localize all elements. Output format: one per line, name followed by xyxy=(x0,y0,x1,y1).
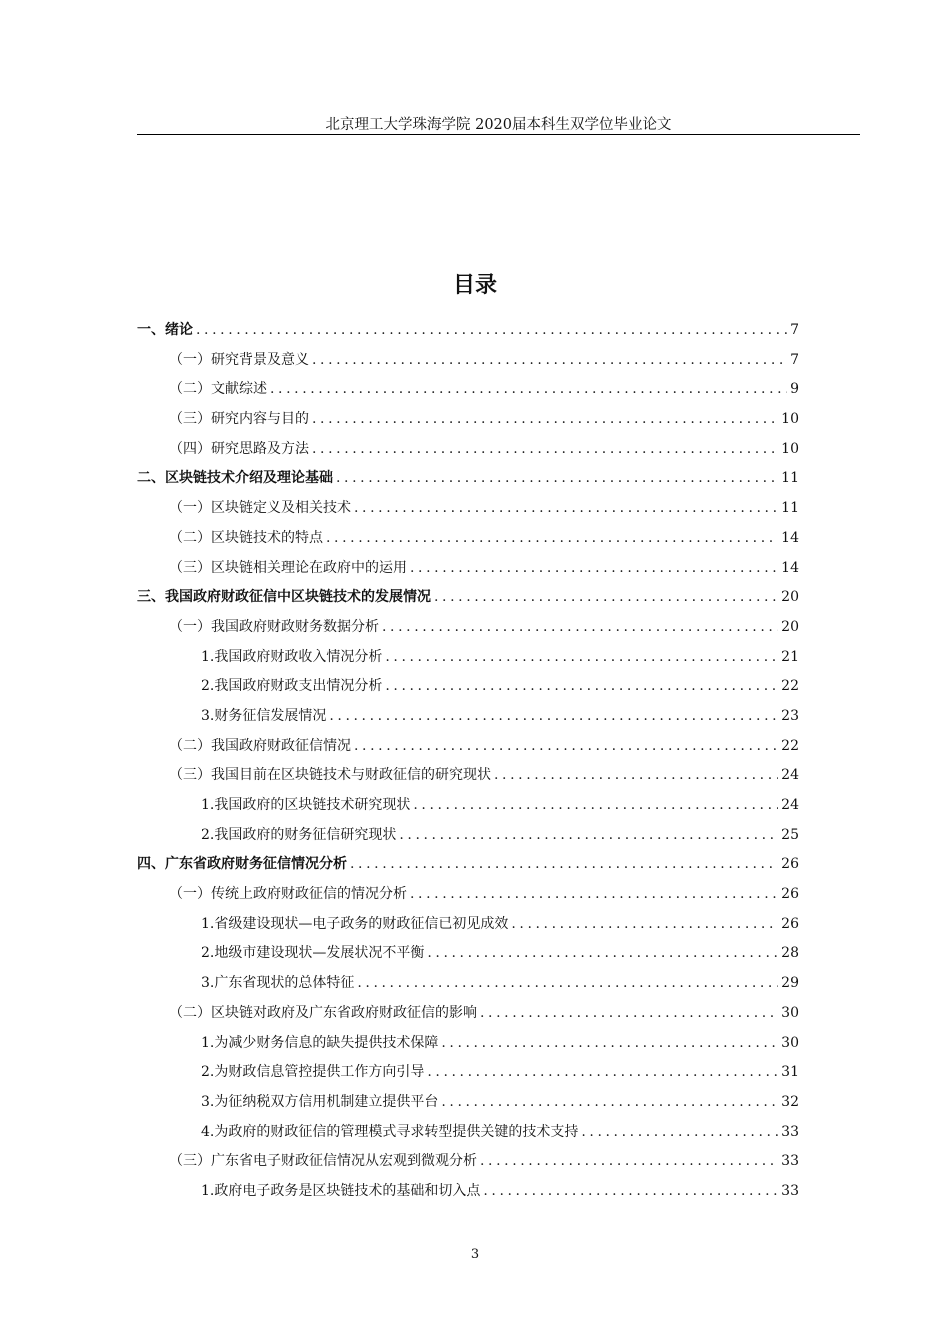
toc-entry-label: （一）研究背景及意义 xyxy=(169,351,309,368)
toc-entry-label: （四）研究思路及方法 xyxy=(169,440,309,457)
toc-dot-leader xyxy=(357,969,778,999)
toc-entry-page: 20 xyxy=(781,618,799,635)
toc-entry-page: 30 xyxy=(781,1004,799,1021)
toc-entry-page: 24 xyxy=(781,797,799,813)
toc-entry[interactable] xyxy=(137,821,799,851)
toc-dot-leader xyxy=(480,1147,778,1177)
toc-entry-label: （二）我国政府财政征信情况 xyxy=(169,737,351,754)
toc-entry-page: 21 xyxy=(781,648,799,665)
toc-entry[interactable] xyxy=(137,791,799,821)
toc-entry-label: （二）文献综述 xyxy=(169,381,267,398)
toc-entry-label: 2.为财政信息管控提供工作方向引导 xyxy=(201,1064,425,1081)
toc-entry-page: 26 xyxy=(781,915,799,932)
toc-entry-page: 10 xyxy=(781,440,799,457)
toc-dot-leader xyxy=(354,732,778,762)
toc-entry-page: 10 xyxy=(781,411,799,428)
toc-entry-label: 一、绪论 xyxy=(137,322,193,338)
toc-entry-label: 4.为政府的财政征信的管理模式寻求转型提供关键的技术支持 xyxy=(201,1123,579,1140)
toc-dot-leader xyxy=(441,1088,778,1118)
toc-entry-label: （三）区块链相关理论在政府中的运用 xyxy=(169,559,407,576)
toc-entry[interactable] xyxy=(137,910,799,940)
toc-entry-page: 22 xyxy=(781,737,799,754)
toc-entry[interactable] xyxy=(137,1088,799,1118)
toc-dot-leader xyxy=(410,554,778,584)
toc-dot-leader xyxy=(581,1118,778,1148)
toc-entry-label: 三、我国政府财政征信中区块链技术的发展情况 xyxy=(137,589,431,606)
toc-entry-page: 9 xyxy=(790,381,799,398)
toc-entry-page: 28 xyxy=(781,945,799,962)
toc-entry-page: 14 xyxy=(781,529,799,546)
toc-entry-page: 25 xyxy=(781,826,799,843)
toc-entry[interactable] xyxy=(137,1058,799,1088)
toc-entry[interactable] xyxy=(137,969,799,999)
toc-entry[interactable] xyxy=(137,554,799,584)
toc-dot-leader xyxy=(427,1058,778,1088)
toc-entry[interactable] xyxy=(137,346,799,376)
toc-dot-leader xyxy=(350,850,778,880)
toc-dot-leader xyxy=(511,910,778,940)
toc-entry-page: 29 xyxy=(781,975,799,992)
toc-entry-label: （一）传统上政府财政征信的情况分析 xyxy=(169,886,407,903)
toc-entry[interactable] xyxy=(137,939,799,969)
toc-entry[interactable] xyxy=(137,583,799,613)
toc-entry-label: （三）我国目前在区块链技术与财政征信的研究现状 xyxy=(169,767,491,784)
page-number: 3 xyxy=(470,1247,480,1262)
toc-entry-label: 1.为减少财务信息的缺失提供技术保障 xyxy=(201,1034,439,1051)
toc-entry[interactable] xyxy=(137,850,799,880)
toc-entry-page: 33 xyxy=(781,1123,799,1140)
toc-dot-leader xyxy=(480,999,778,1029)
toc-entry-label: （二）区块链技术的特点 xyxy=(169,529,323,546)
toc-entry-page: 24 xyxy=(781,767,799,784)
toc-entry[interactable] xyxy=(137,524,799,554)
toc-entry-page: 26 xyxy=(781,886,799,903)
toc-entry[interactable] xyxy=(137,316,799,346)
toc-entry[interactable] xyxy=(137,1147,799,1177)
toc-entry-label: 二、区块链技术介绍及理论基础 xyxy=(137,470,333,487)
toc-entry[interactable] xyxy=(137,880,799,910)
toc-entry[interactable] xyxy=(137,761,799,791)
toc-dot-leader xyxy=(312,435,778,465)
toc-dot-leader xyxy=(382,613,778,643)
toc-entry-label: 1.我国政府财政收入情况分析 xyxy=(201,648,383,665)
toc-entry-page: 30 xyxy=(781,1034,799,1051)
toc-dot-leader xyxy=(385,643,778,673)
toc-entry-page: 31 xyxy=(781,1064,799,1081)
toc-dot-leader xyxy=(494,761,778,791)
toc-entry-label: 2.我国政府的财务征信研究现状 xyxy=(201,826,397,843)
toc-entry[interactable] xyxy=(137,464,799,494)
toc-dot-leader xyxy=(326,524,778,554)
toc-entry[interactable] xyxy=(137,375,799,405)
toc-entry-page: 20 xyxy=(781,589,799,606)
toc-entry[interactable] xyxy=(137,732,799,762)
toc-entry-page: 22 xyxy=(781,678,799,695)
toc-entry-page: 11 xyxy=(781,500,799,517)
toc-entry[interactable] xyxy=(137,702,799,732)
toc-entry-label: （一）我国政府财政财务数据分析 xyxy=(169,618,379,635)
toc-entry-label: 3.为征纳税双方信用机制建立提供平台 xyxy=(201,1093,439,1110)
toc-entry-page: 26 xyxy=(781,856,799,873)
toc-entry-label: （三）广东省电子财政征信情况从宏观到微观分析 xyxy=(169,1153,477,1170)
toc-dot-leader xyxy=(427,939,778,969)
toc-entry[interactable] xyxy=(137,1118,799,1148)
toc-entry-page: 32 xyxy=(781,1093,799,1110)
toc-entry-page: 23 xyxy=(781,707,799,724)
toc-dot-leader xyxy=(312,346,787,376)
toc-dot-leader xyxy=(312,405,778,435)
toc-entry-label: 3.广东省现状的总体特征 xyxy=(201,975,355,992)
toc-entry-label: （二）区块链对政府及广东省政府财政征信的影响 xyxy=(169,1004,477,1021)
toc-entry[interactable] xyxy=(137,672,799,702)
toc-entry-label: 2.地级市建设现状—发展状况不平衡 xyxy=(201,945,425,962)
toc-dot-leader xyxy=(483,1177,778,1207)
toc-entry[interactable] xyxy=(137,494,799,524)
toc-entry-page: 11 xyxy=(781,470,799,487)
toc-dot-leader xyxy=(329,702,778,732)
toc-entry[interactable] xyxy=(137,1029,799,1059)
toc-entry-page: 33 xyxy=(781,1182,799,1199)
toc-entry-label: （一）区块链定义及相关技术 xyxy=(169,500,351,517)
running-header: 北京理工大学珠海学院 2020届本科生双学位毕业论文 xyxy=(137,116,860,135)
toc-dot-leader xyxy=(270,375,787,405)
toc-dot-leader xyxy=(413,791,778,821)
toc-title: 目录 xyxy=(452,273,497,298)
toc-dot-leader xyxy=(354,494,778,524)
toc-entry-page: 33 xyxy=(781,1153,799,1170)
toc-entry-label: 四、广东省政府财务征信情况分析 xyxy=(137,856,347,873)
toc-entry-page: 14 xyxy=(781,559,799,576)
toc-entry-page: 7 xyxy=(790,351,799,368)
toc-entry-label: 1.政府电子政务是区块链技术的基础和切入点 xyxy=(201,1182,481,1199)
toc-entry[interactable] xyxy=(137,1177,799,1207)
toc-entry-label: 2.我国政府财政支出情况分析 xyxy=(201,678,383,695)
toc-entry-label: 1.我国政府的区块链技术研究现状 xyxy=(201,797,411,813)
toc-dot-leader xyxy=(196,316,787,346)
toc-entry-label: （三）研究内容与目的 xyxy=(169,411,309,428)
toc-entry[interactable] xyxy=(137,643,799,673)
toc-dot-leader xyxy=(385,672,778,702)
toc-entry[interactable] xyxy=(137,405,799,435)
toc-dot-leader xyxy=(410,880,778,910)
toc-dot-leader xyxy=(336,464,778,494)
toc-dot-leader xyxy=(434,583,778,613)
toc-entry[interactable] xyxy=(137,613,799,643)
toc-entry[interactable] xyxy=(137,435,799,465)
toc-dot-leader xyxy=(399,821,778,851)
toc-entry-label: 3.财务征信发展情况 xyxy=(201,707,327,724)
table-of-contents xyxy=(137,316,799,1207)
toc-entry-label: 1.省级建设现状—电子政务的财政征信已初见成效 xyxy=(201,915,509,932)
toc-entry[interactable] xyxy=(137,999,799,1029)
toc-dot-leader xyxy=(441,1029,778,1059)
toc-entry-page: 7 xyxy=(790,322,799,338)
